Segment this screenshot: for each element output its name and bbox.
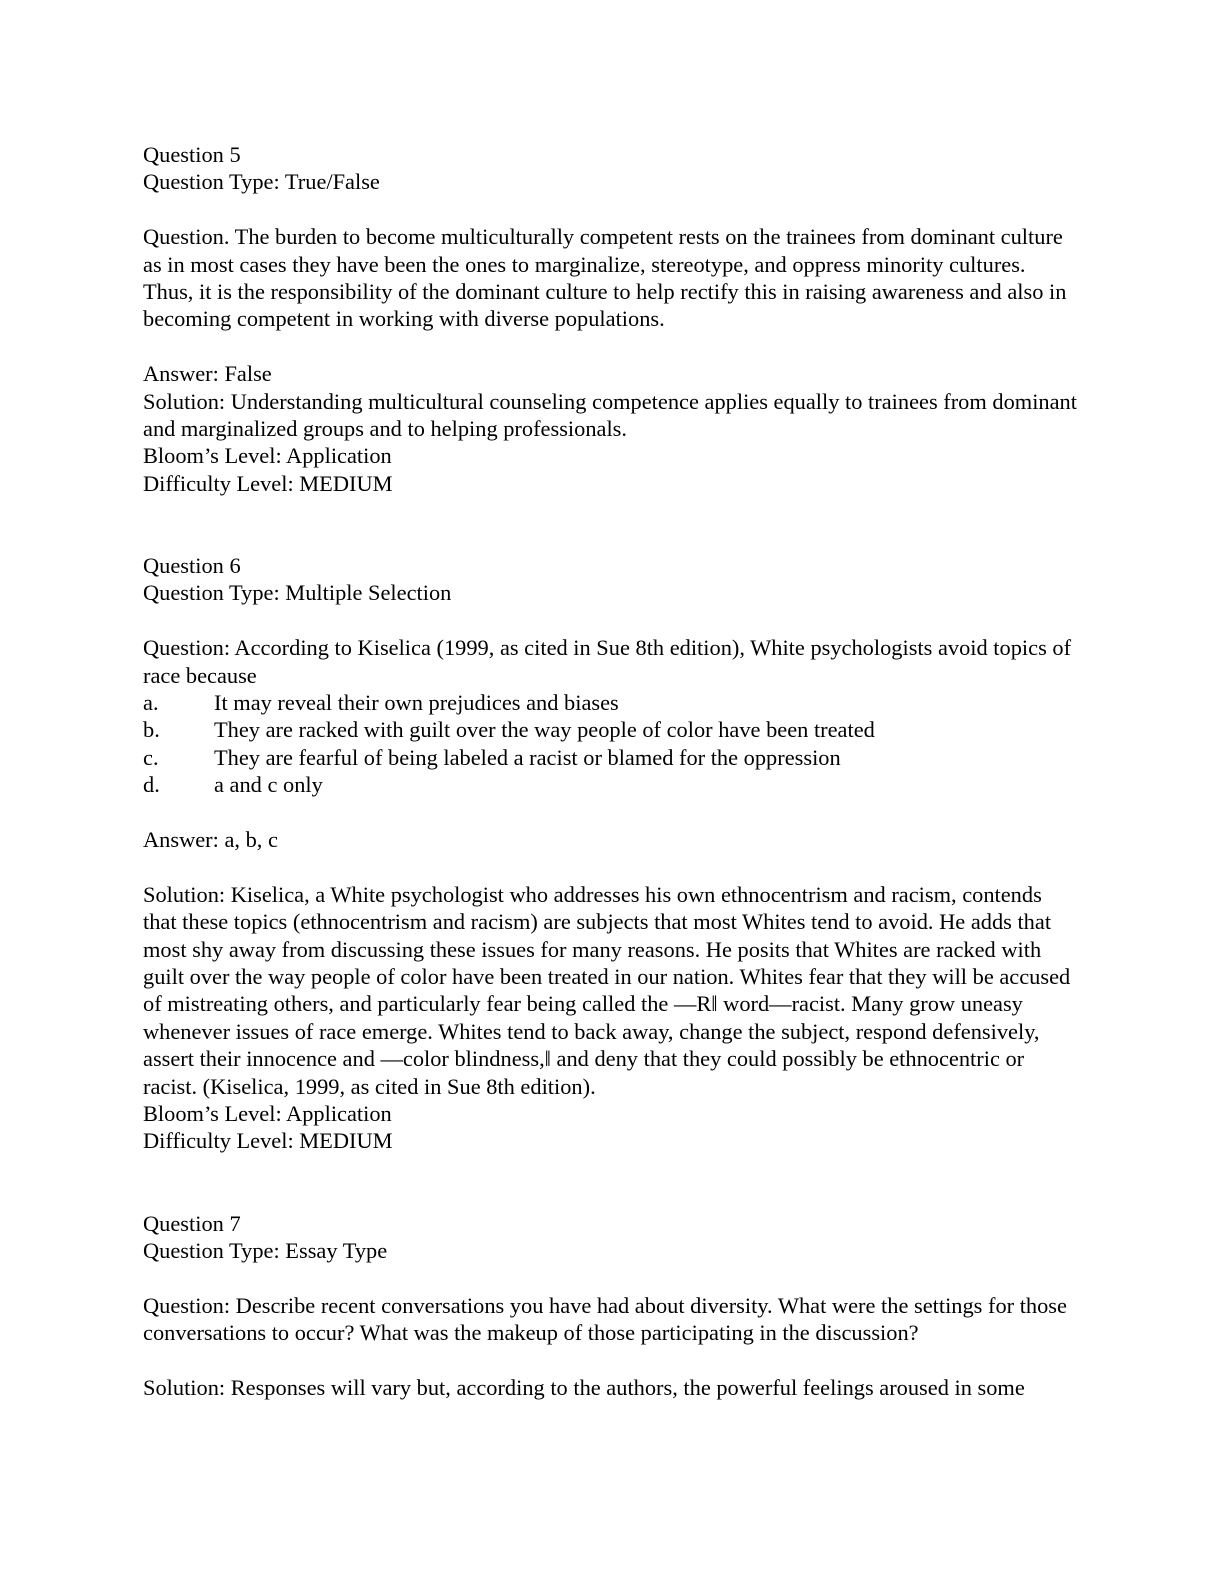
question-5-title: Question 5 bbox=[143, 142, 241, 167]
option-text: a and c only bbox=[214, 772, 323, 798]
question-5-answer: Answer: False bbox=[143, 361, 272, 387]
question-6-options bbox=[143, 689, 1083, 799]
option-letter: a. bbox=[143, 690, 159, 716]
question-6-title: Question 6 bbox=[143, 553, 241, 579]
question-5-type: Question Type: True/False bbox=[143, 169, 380, 195]
question-7-solution: Solution: Responses will vary but, according to the authors, the powerful feelings aroused in some bbox=[143, 1375, 1025, 1401]
question-5-block bbox=[143, 141, 1083, 497]
option-text: It may reveal their own prejudices and biases bbox=[214, 690, 619, 716]
option-letter: c. bbox=[143, 744, 159, 770]
question-6-type: Question Type: Multiple Selection bbox=[143, 580, 452, 606]
question-6-text: Question: According to Kiselica (1999, as cited in Sue 8th edition), White psychologists avoid topics of race because bbox=[143, 635, 1072, 688]
question-6-blooms-level: Bloom’s Level: Application bbox=[143, 1101, 392, 1127]
question-6-solution: Solution: Kiselica, a White psychologist who addresses his own ethnocentrism and racism, contends that these topics (ethnocentrism and racism) are subjects that most Whites tend to avoid. He adds that most shy away from discussing these issues for many reasons. He posits that Whites are racked with guilt over the way people of color have been treated in our nation. Whites fear that they will be accused of mistreating others, and particularly fear being called the —R‖ word—racist. Many grow uneasy whenever issues of race emerge. Whites tend to back away, change the subject, respond defensively, assert their innocence and —color blindness,‖ and deny that they could possibly be ethnocentric or racist. (Kiselica, 1999, as cited in Sue 8th edition). bbox=[143, 881, 1071, 1099]
question-6-answer: Answer: a, b, c bbox=[143, 827, 278, 853]
document-page bbox=[143, 141, 1083, 1401]
option-c bbox=[143, 744, 1083, 771]
question-5-difficulty: Difficulty Level: MEDIUM bbox=[143, 470, 393, 496]
option-text: They are fearful of being labeled a racist or blamed for the oppression bbox=[214, 744, 841, 770]
question-5-text: Question. The burden to become multiculturally competent rests on the trainees from dominant culture as in most cases they have been the ones to marginalize, stereotype, and oppress minority cultures. Thus, it is the responsibility of the dominant culture to help rectify this in raising awareness and also in becoming competent in working with diverse populations. bbox=[143, 224, 1067, 332]
option-d bbox=[143, 771, 1083, 798]
question-7-text: Question: Describe recent conversations you have had about diversity. What were the settings for those conversations to occur? What was the makeup of those participating in the discussion? bbox=[143, 1292, 1067, 1346]
question-7-type: Question Type: Essay Type bbox=[143, 1238, 388, 1264]
option-a bbox=[143, 689, 1083, 716]
option-text: They are racked with guilt over the way people of color have been treated bbox=[214, 717, 875, 743]
question-5-solution: Solution: Understanding multicultural counseling competence applies equally to trainees from dominant and marginalized groups and to helping professionals. bbox=[143, 388, 1077, 442]
question-5-blooms-level: Bloom’s Level: Application bbox=[143, 443, 392, 469]
option-letter: d. bbox=[143, 772, 160, 798]
option-b bbox=[143, 716, 1083, 743]
question-7-block bbox=[143, 1210, 1083, 1402]
question-6-difficulty: Difficulty Level: MEDIUM bbox=[143, 1128, 393, 1154]
question-6-block bbox=[143, 552, 1083, 1155]
question-7-title: Question 7 bbox=[143, 1210, 241, 1236]
option-letter: b. bbox=[143, 717, 160, 743]
